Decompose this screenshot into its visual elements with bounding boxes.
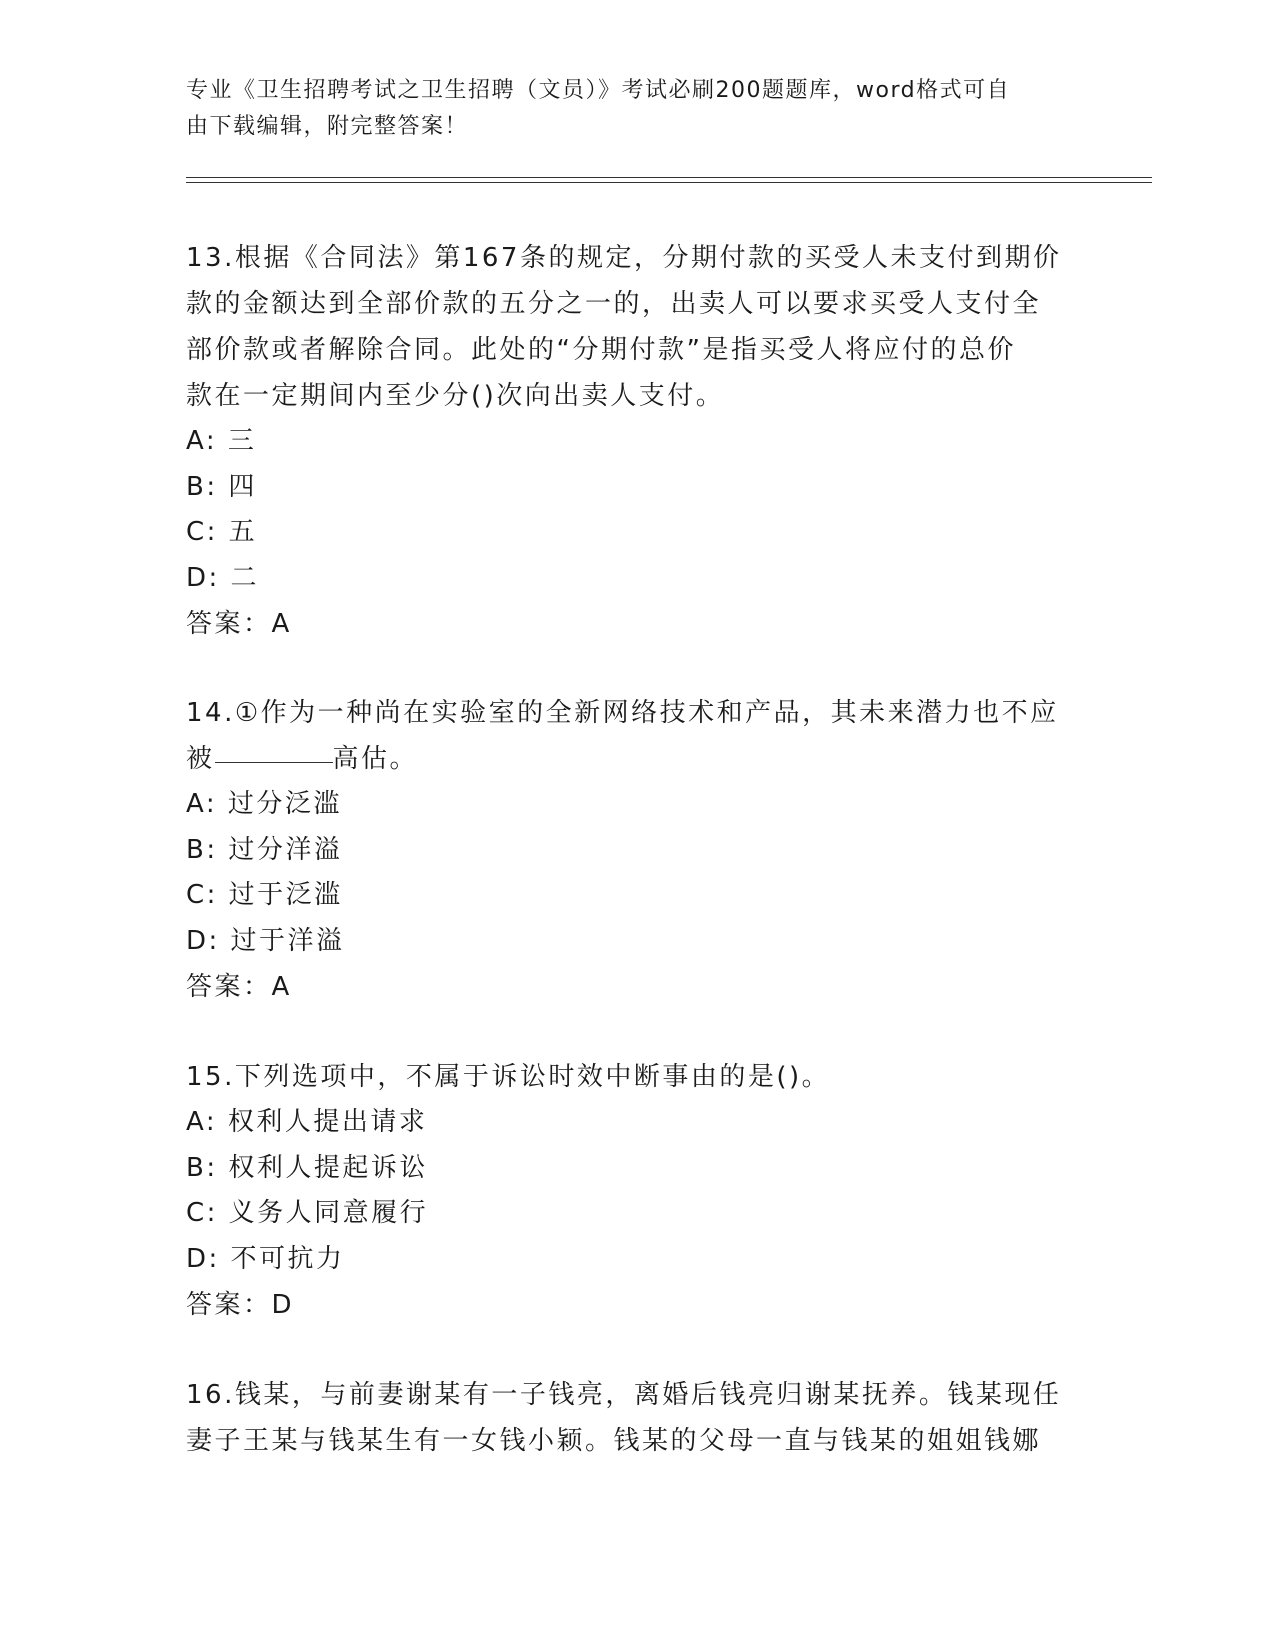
question-13 [186,235,1086,647]
header-divider-bottom [186,182,1152,183]
question-stem-line: 16.钱某，与前妻谢某有一子钱亮，离婚后钱亮归谢某抚养。钱某现任 [186,1380,1062,1410]
answer: 答案：A [186,609,292,639]
stem-text-after-blank: 高估。 [332,744,419,774]
option-c: C: 义务人同意履行 [186,1198,429,1228]
question-16 [186,1372,1086,1464]
document-header [186,73,1066,145]
option-d: D: 过于洋溢 [186,925,345,956]
question-stem-line: 款在一定期间内至少分()次向出卖人支付。 [186,381,725,411]
option-b: B: 四 [186,471,257,502]
question-stem-line: 15.下列选项中，不属于诉讼时效中断事由的是()。 [186,1062,831,1092]
question-stem-line [186,736,1086,782]
option-a: A: 三 [186,426,257,456]
fill-in-blank [215,762,333,763]
question-14 [186,690,1086,1010]
header-line-1: 专业《卫生招聘考试之卫生招聘（文员）》考试必刷200题题库，word格式可自 [186,78,1011,103]
header-line-2: 由下载编辑，附完整答案！ [186,114,469,139]
answer: 答案：A [186,972,292,1002]
option-a: A: 权利人提出请求 [186,1107,428,1137]
option-d: D: 不可抗力 [186,1243,345,1274]
option-b: B: 权利人提起诉讼 [186,1152,428,1183]
question-stem-line: 款的金额达到全部价款的五分之一的，出卖人可以要求买受人支付全 [186,289,1042,319]
question-stem-line: 14.①作为一种尚在实验室的全新网络技术和产品，其未来潜力也不应 [186,698,1059,728]
option-c: C: 五 [186,517,258,547]
question-stem-line: 妻子王某与钱某生有一女钱小颖。钱某的父母一直与钱某的姐姐钱娜 [186,1426,1042,1456]
option-b: B: 过分洋溢 [186,834,343,865]
option-c: C: 过于泛滥 [186,880,343,910]
stem-text-before-blank: 被 [186,744,215,774]
option-a: A: 过分泛滥 [186,789,342,819]
header-divider-top [186,177,1152,178]
question-stem-line: 部价款或者解除合同。此处的“分期付款”是指买受人将应付的总价 [186,335,1016,365]
answer: 答案：D [186,1290,295,1320]
option-d: D: 二 [186,562,260,593]
question-stem-line: 13.根据《合同法》第167条的规定，分期付款的买受人未支付到期价 [186,243,1062,273]
question-15 [186,1054,1086,1328]
